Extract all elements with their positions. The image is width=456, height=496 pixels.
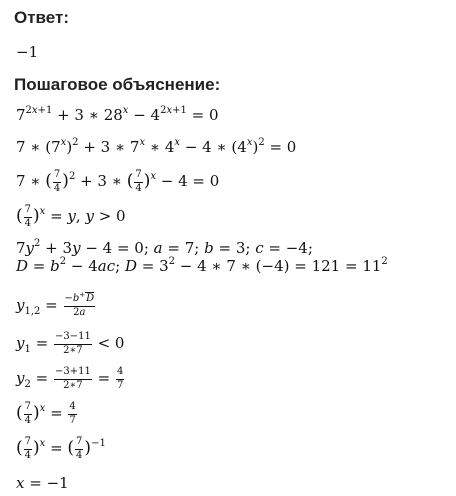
step-2: 7 ∗ $(7^x)^2 + 3$ ∗ 7$^x$ ∗ $4^x - 4$ ∗ $(4^x)^2 = 0$ (16, 137, 297, 156)
explanation-heading: Пошаговое объяснение: (14, 75, 221, 94)
answer-heading: Ответ: (14, 8, 69, 27)
step-7: $y_{1,2}$ = $\frac{-b^+D}{2a}$ (16, 291, 95, 318)
step-4: ( $\frac{7}{4}$ )$^x$ = y, y > 0 (16, 204, 126, 229)
step-3: 7 ∗ ( $\frac{7}{4}$ )$^2$ + 3 ∗ ( $\frac{7}{4}$ )$^x$ − 4 = 0 (16, 169, 220, 194)
step-9: $y_2$ = $\frac{-3+11}{2∗7}$ = $\frac{4}{7}$ (16, 366, 124, 391)
answer-value: −1 (16, 43, 39, 61)
step-5: $7y^2 + 3y - 4 = 0$; a = 7; b = 3; c = −4; (16, 238, 313, 257)
step-1: $7^{2x+1} + 3$ ∗ $28^x - 4^{2x+1} = 0$ (16, 105, 219, 124)
step-12: x = −1 (16, 474, 69, 492)
step-8: $y_1$ = $\frac{-3-11}{2∗7}$ < 0 (16, 331, 125, 356)
step-6: $D = b^2 - 4ac$; $D = 3^2 - 4$ ∗ 7 ∗ $(-4) = 121 = 11^2$ (16, 256, 388, 275)
step-10: ( $\frac{7}{4}$ )$^x$ = $\frac{4}{7}$ (16, 401, 76, 426)
step-11: ( $\frac{7}{4}$ )$^x$ = ( $\frac{7}{4}$ )$^{-1}$ (16, 436, 106, 461)
